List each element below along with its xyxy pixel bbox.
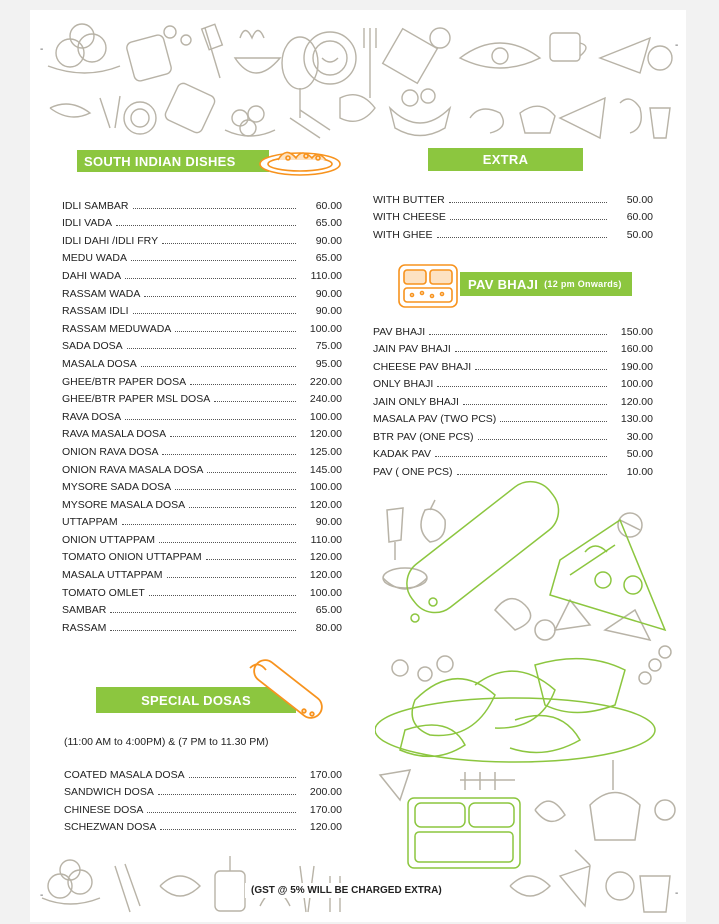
extra-banner bbox=[428, 148, 583, 171]
menu-item: KADAK PAV 50.00 bbox=[373, 448, 653, 460]
menu-item: UTTAPPAM 90.00 bbox=[62, 516, 342, 529]
menu-item: WITH BUTTER 50.00 bbox=[373, 193, 653, 206]
menu-item: ONLY BHAJI 100.00 bbox=[373, 378, 653, 390]
menu-item: GHEE/BTR PAPER DOSA 220.00 bbox=[62, 375, 342, 388]
menu-item: WITH GHEE 50.00 bbox=[373, 228, 653, 241]
menu-item: IDLI DAHI /IDLI FRY 90.00 bbox=[62, 234, 342, 247]
menu-item: RAVA DOSA 100.00 bbox=[62, 410, 342, 423]
menu-item: GHEE/BTR PAPER MSL DOSA 240.00 bbox=[62, 393, 342, 406]
gst-note: (GST @ 5% WILL BE CHARGED EXTRA) bbox=[245, 883, 448, 898]
menu-item: BTR PAV (ONE PCS) 30.00 bbox=[373, 430, 653, 443]
south-indian-menu-list bbox=[62, 194, 342, 634]
menu-item: MYSORE SADA DOSA 100.00 bbox=[62, 481, 342, 494]
food-doodle-illustration bbox=[375, 480, 680, 875]
menu-page: - - - - SOUTH INDIAN DISHES EXTRA IDLI SAMBAR 60.00 IDLI VADA 65.00 IDLI DAHI /IDLI FRY 90.00 MEDU WADA 65.00 DAHI WADA 110.00 RASSAM WADA 90.00 RASSAM IDLI 90.00 RASSAM MEDUWADA 100.00 SADA DOSA 75.00 MASALA DOSA 95.00 GHEE/BTR PAPER DOSA 220.00 GHEE/BTR PAPER MSL DOSA 240.00 RAVA DOSA 100.00 RAVA MASALA DOSA 120.00 ONION RAVA DOSA 125.00 ONION RAVA MASALA DOSA 145.00 MYSORE SADA DOSA 100.00 MYSORE MASALA DOSA 120.00 UTTAPPAM 90.00 ONION UTTAPPAM 110.00 TOMATO ONION UTTAPPAM 120.00 MASALA UTTAPPAM 120.00 TOMATO OMLET 100.00 SAMBAR 65.00 RASSAM 80.00 WITH BUTTER 50.00 WITH CHEESE 60.00 WITH GHEE 50.00 PAV BHAJI (12 pm Onwards) PAV BHAJI 150.00 JAIN PAV BHAJI 160.00 CHEESE PAV BHAJI 190.00 ONLY BHAJI 100.00 JAIN ONLY BHAJI 120.00 MASALA PAV (TWO PCS) 130.00 BTR PAV (ONE PCS) 30.00 KADAK PAV 50.00 PAV ( ONE PCS) 10.00 SPECIAL DOSAS (11:00 AM to 4:00PM) & (7 PM to 11.30 PM) COATED MASALA DOSA 170.00 SANDWICH DOSA 200.00 CHINESE DOSA 170.00 SCHEZWAN DOSA 120.00 (GST @ 5% WILL BE CHARGED EXTRA) bbox=[30, 10, 686, 922]
menu-item: SCHEZWAN DOSA 120.00 bbox=[64, 821, 342, 834]
menu-item: JAIN ONLY BHAJI 120.00 bbox=[373, 395, 653, 408]
food-doodle-header-illustration bbox=[30, 18, 686, 146]
south-indian-dishes-title: SOUTH INDIAN DISHES bbox=[84, 153, 236, 169]
menu-item: SANDWICH DOSA 200.00 bbox=[64, 786, 342, 799]
rolled-dosa-icon bbox=[240, 656, 330, 726]
menu-item: TOMATO ONION UTTAPPAM 120.00 bbox=[62, 551, 342, 564]
menu-item: MASALA DOSA 95.00 bbox=[62, 357, 342, 370]
menu-item: JAIN PAV BHAJI 160.00 bbox=[373, 343, 653, 355]
menu-item: ONION RAVA MASALA DOSA 145.00 bbox=[62, 463, 342, 476]
menu-item: TOMATO OMLET 100.00 bbox=[62, 586, 342, 599]
menu-item: DAHI WADA 110.00 bbox=[62, 269, 342, 282]
menu-item: CHEESE PAV BHAJI 190.00 bbox=[373, 360, 653, 373]
pav-bhaji-title: PAV BHAJI bbox=[468, 276, 539, 292]
menu-item: ONION UTTAPPAM 110.00 bbox=[62, 533, 342, 546]
menu-item: RASSAM WADA 90.00 bbox=[62, 287, 342, 300]
extra-title: EXTRA bbox=[482, 152, 529, 167]
menu-item: MYSORE MASALA DOSA 120.00 bbox=[62, 498, 342, 511]
extra-menu-list bbox=[373, 188, 653, 241]
special-dosas-timing: (11:00 AM to 4:00PM) & (7 PM to 11.30 PM) bbox=[64, 736, 269, 748]
menu-item: SADA DOSA 75.00 bbox=[62, 340, 342, 353]
dosa-plate-icon bbox=[256, 140, 344, 178]
menu-item: ONION RAVA DOSA 125.00 bbox=[62, 445, 342, 458]
menu-item: IDLI SAMBAR 60.00 bbox=[62, 199, 342, 212]
menu-item: RASSAM 80.00 bbox=[62, 621, 342, 634]
menu-item: CHINESE DOSA 170.00 bbox=[64, 803, 342, 816]
special-dosas-title: SPECIAL DOSAS bbox=[141, 692, 251, 708]
menu-item: COATED MASALA DOSA 170.00 bbox=[64, 768, 342, 781]
menu-item: WITH CHEESE 60.00 bbox=[373, 211, 653, 223]
menu-item: MEDU WADA 65.00 bbox=[62, 252, 342, 265]
pav-bhaji-timing: (12 pm Onwards) bbox=[544, 279, 622, 289]
menu-item: IDLI VADA 65.00 bbox=[62, 217, 342, 230]
menu-item: MASALA UTTAPPAM 120.00 bbox=[62, 569, 342, 582]
menu-item: RAVA MASALA DOSA 120.00 bbox=[62, 428, 342, 441]
south-indian-dishes-banner bbox=[77, 150, 269, 172]
pav-bhaji-banner bbox=[460, 272, 632, 296]
menu-item: RASSAM MEDUWADA 100.00 bbox=[62, 322, 342, 335]
menu-item: SAMBAR 65.00 bbox=[62, 604, 342, 617]
menu-item: PAV BHAJI 150.00 bbox=[373, 325, 653, 338]
pav-bhaji-menu-list bbox=[373, 320, 653, 478]
menu-item: RASSAM IDLI 90.00 bbox=[62, 305, 342, 318]
special-dosas-menu-list bbox=[64, 763, 342, 833]
menu-item: MASALA PAV (TWO PCS) 130.00 bbox=[373, 413, 653, 425]
pav-bhaji-thali-icon bbox=[396, 262, 460, 310]
menu-item: PAV ( ONE PCS) 10.00 bbox=[373, 465, 653, 478]
